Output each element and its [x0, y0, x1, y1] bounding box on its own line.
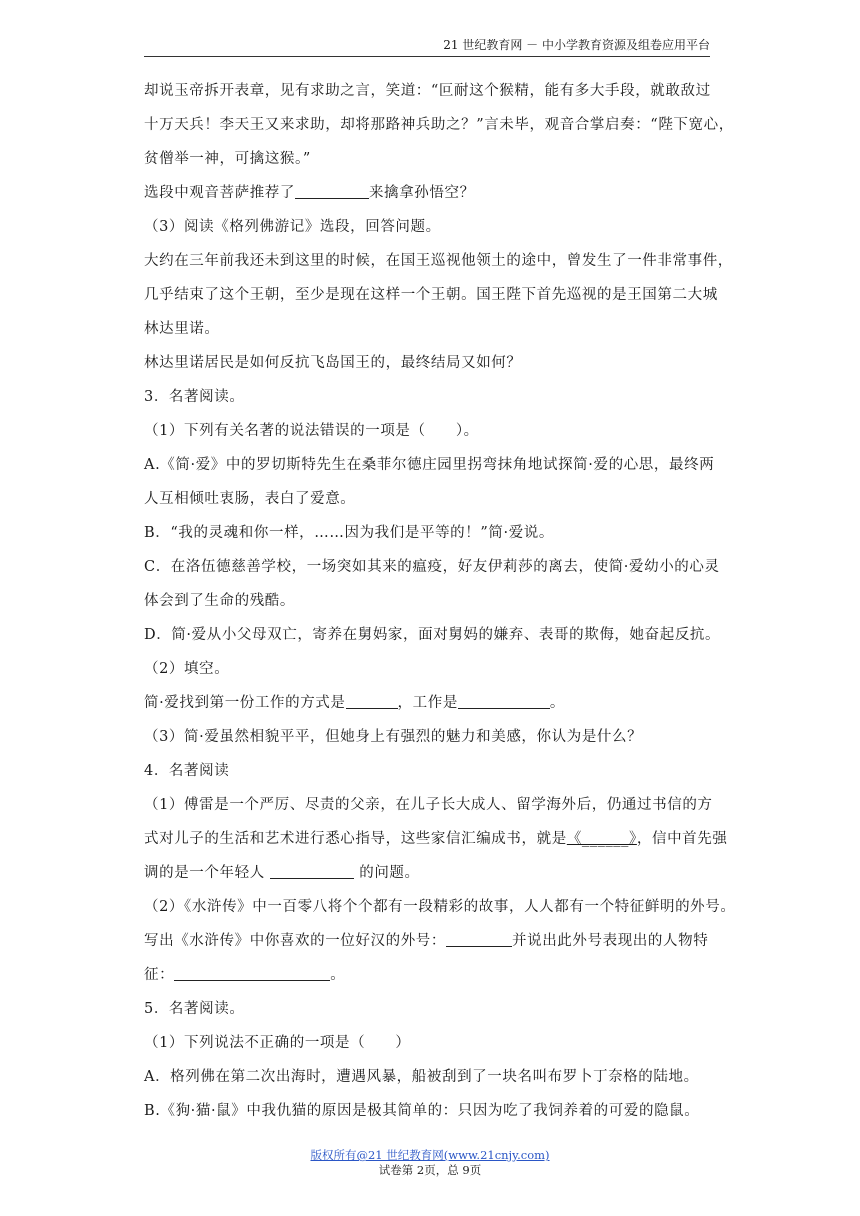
question-text: 。 — [330, 967, 346, 983]
question-text: 选段中观音菩萨推荐了 — [144, 185, 295, 201]
question-line: 林达里诺居民是如何反抗飞岛国王的，最终结局又如何？ — [144, 355, 522, 371]
question-line — [144, 178, 724, 212]
question-text: 的问题。 — [354, 865, 420, 881]
option-a: A．格列佛在第二次出海时，遭遇风暴，船被刮到了一块名叫布罗卜丁奈格的陆地。 — [144, 1069, 699, 1085]
text-line: 大约在三年前我还未到这里的时候，在国王巡视他领土的途中，曾发生了一件非常事件， — [144, 253, 733, 269]
question-line — [144, 960, 724, 994]
question-text: 并说出此外号表现出的人物特 — [512, 933, 709, 949]
answer-blank[interactable] — [346, 692, 398, 709]
document-body — [144, 76, 736, 1130]
question-text: 写出《水浒传》中你喜欢的一位好汉的外号： — [144, 933, 446, 949]
section-heading: 4．名著阅读 — [144, 763, 230, 779]
header-text: 21 世纪教育网 － 中小学教育资源及组卷应用平台 — [443, 38, 710, 52]
page-number: 试卷第 2页，总 9页 — [378, 1163, 482, 1177]
question-text: 征： — [144, 967, 175, 983]
question-text: 调的是一个年轻人 — [144, 865, 271, 881]
question-line — [144, 824, 728, 858]
book-title-blank[interactable]: 《______》 — [566, 831, 637, 847]
text-line: 贫僧举一神，可擒这猴。” — [144, 151, 311, 167]
text-line: 林达里诺。 — [144, 321, 220, 337]
option-b: B.《狗·猫·鼠》中我仇猫的原因是极其简单的：只因为吃了我饲养着的可爱的隐鼠。 — [144, 1103, 700, 1119]
question-text: 来擒拿孙悟空？ — [369, 185, 475, 201]
text-line: 几乎结束了这个王朝，至少是现在这样一个王朝。国王陛下首先巡视的是王国第二大城 — [144, 287, 718, 303]
option-a: A.《简·爱》中的罗切斯特先生在桑菲尔德庄园里拐弯抹角地试探简·爱的心思，最终两 — [144, 457, 715, 473]
question-text: ，工作是 — [397, 695, 458, 711]
section-heading: 3．名著阅读。 — [144, 389, 245, 405]
copyright-link[interactable]: 版权所有@21 世纪教育网(www.21cnjy.com) — [310, 1148, 550, 1162]
text-line: 却说玉帝拆开表章，见有求助之言，笑道：“叵耐这个猴精，能有多大手段，就敢敌过 — [144, 83, 711, 99]
option-c: C．在洛伍德慈善学校，一场突如其来的瘟疫，好友伊莉莎的离去，使简·爱幼小的心灵 — [144, 559, 720, 575]
question-text: 。 — [549, 695, 566, 711]
answer-blank[interactable] — [295, 182, 369, 199]
question-line — [144, 926, 724, 960]
section-heading: 5．名著阅读。 — [144, 1001, 245, 1017]
question-line — [144, 858, 724, 892]
option-b: B．“我的灵魂和你一样，……因为我们是平等的！”简·爱说。 — [144, 525, 554, 541]
text-line: 体会到了生命的残酷。 — [144, 593, 295, 609]
page-header — [144, 36, 710, 57]
question-heading: （2）《水浒传》中一百零八将个个都有一段精彩的故事，人人都有一个特征鲜明的外号。 — [144, 899, 736, 915]
question-text: 式对儿子的生活和艺术进行悉心指导，这些家信汇编成书，就是 — [144, 831, 567, 847]
answer-blank[interactable] — [270, 862, 354, 879]
question-heading: （1）傅雷是一个严厉、尽责的父亲，在儿子长大成人、留学海外后，仍通过书信的方 — [144, 797, 713, 813]
question-text: 简·爱找到第一份工作的方式是 — [144, 695, 346, 711]
page-footer — [0, 1148, 860, 1178]
answer-blank[interactable] — [174, 964, 330, 981]
option-d: D．简·爱从小父母双亡，寄养在舅妈家，面对舅妈的嫌弃、表哥的欺侮，她奋起反抗。 — [144, 627, 721, 643]
question-heading: （3）阅读《格列佛游记》选段，回答问题。 — [144, 219, 441, 235]
text-line: 人互相倾吐衷肠，表白了爱意。 — [144, 491, 356, 507]
question-heading: （2）填空。 — [144, 661, 230, 677]
question-heading: （1）下列说法不正确的一项是（ ） — [144, 1035, 411, 1051]
answer-blank[interactable] — [458, 692, 550, 709]
question-heading: （3）简·爱虽然相貌平平，但她身上有强烈的魅力和美感，你认为是什么？ — [144, 729, 643, 745]
question-heading: （1）下列有关名著的说法错误的一项是（ ）。 — [144, 423, 479, 439]
question-line — [144, 688, 724, 722]
text-line: 十万天兵！李天王又来求助，却将那路神兵助之？”言未毕，观音合掌启奏：“陛下宽心， — [144, 117, 734, 133]
answer-blank[interactable] — [446, 930, 512, 947]
question-text: ，信中首先强 — [636, 831, 728, 847]
